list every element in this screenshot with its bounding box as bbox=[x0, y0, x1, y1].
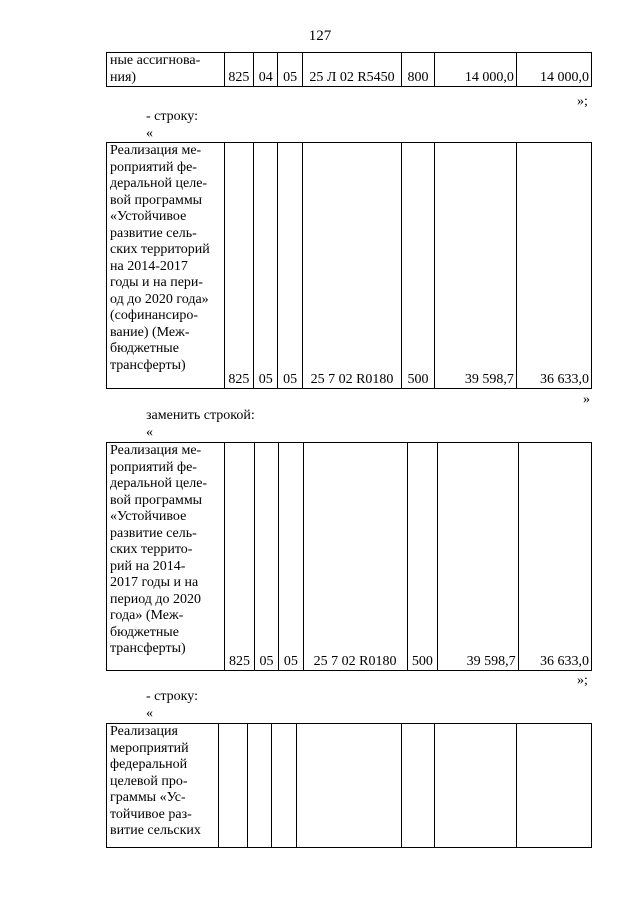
target-article-cell: 25 7 02 R0180 bbox=[303, 443, 407, 671]
closing-quote: » bbox=[583, 392, 590, 407]
section-code-cell: 05 bbox=[254, 443, 278, 671]
section-code-cell: 04 bbox=[254, 53, 278, 87]
closing-quote: »; bbox=[577, 673, 588, 688]
row-name-cell: Реализация ме- роприятий фе- деральной целе- вой программы «Устойчивое развитие сель- ских террито- рий на 2014- 2017 годы и на период до 2020 года» (Меж- бюджетные трансферты) bbox=[107, 443, 225, 671]
section-code-cell bbox=[248, 724, 272, 848]
section-code-cell: 05 bbox=[254, 143, 278, 389]
table-row bbox=[107, 443, 592, 671]
row-name-cell: ные ассигнова- ния) bbox=[107, 53, 225, 87]
instruction-text: заменить строкой: bbox=[146, 408, 255, 423]
expense-type-cell: 500 bbox=[402, 143, 434, 389]
opening-quote: « bbox=[146, 706, 153, 721]
expense-type-cell bbox=[402, 724, 434, 848]
row-name-cell: Реализация ме- роприятий фе- деральной целе- вой программы «Устойчивое развитие сель- ских территорий на 2014-2017 годы и на пери- од до 2020 года» (софинансиро- вание) (Меж- бюджетные трансферты) bbox=[107, 143, 225, 389]
target-article-cell bbox=[296, 724, 402, 848]
subsection-code-cell bbox=[272, 724, 296, 848]
amount-2-cell bbox=[516, 724, 591, 848]
adm-code-cell: 825 bbox=[224, 143, 253, 389]
target-article-cell: 25 7 02 R0180 bbox=[302, 143, 401, 389]
amount-2-cell: 36 633,0 bbox=[518, 443, 591, 671]
expense-type-cell: 800 bbox=[402, 53, 434, 87]
subsection-code-cell: 05 bbox=[279, 443, 303, 671]
opening-quote: « bbox=[146, 126, 153, 141]
adm-code-cell bbox=[218, 724, 247, 848]
budget-table-next bbox=[106, 723, 592, 848]
adm-code-cell: 825 bbox=[224, 53, 253, 87]
budget-table-continuation bbox=[106, 52, 592, 87]
page-number: 127 bbox=[308, 28, 332, 44]
subsection-code-cell: 05 bbox=[278, 143, 302, 389]
table-row bbox=[107, 724, 592, 848]
amount-1-cell: 39 598,7 bbox=[434, 143, 516, 389]
row-name-cell: Реализация мероприятий федеральной целевой про- граммы «Ус- тойчивое раз- витие сельских bbox=[107, 724, 219, 848]
adm-code-cell: 825 bbox=[225, 443, 255, 671]
budget-table-replacement bbox=[106, 442, 592, 671]
subsection-code-cell: 05 bbox=[278, 53, 302, 87]
amount-2-cell: 36 633,0 bbox=[516, 143, 591, 389]
table-row bbox=[107, 143, 592, 389]
target-article-cell: 25 Л 02 R5450 bbox=[302, 53, 401, 87]
amount-1-cell: 14 000,0 bbox=[434, 53, 516, 87]
instruction-text: - строку: bbox=[146, 689, 198, 704]
opening-quote: « bbox=[146, 425, 153, 440]
amount-1-cell: 39 598,7 bbox=[438, 443, 518, 671]
table-row bbox=[107, 53, 592, 87]
instruction-text: - строку: bbox=[146, 109, 198, 124]
expense-type-cell: 500 bbox=[407, 443, 438, 671]
amount-1-cell bbox=[434, 724, 516, 848]
closing-quote: »; bbox=[577, 94, 588, 109]
budget-table-original bbox=[106, 142, 592, 389]
amount-2-cell: 14 000,0 bbox=[516, 53, 591, 87]
